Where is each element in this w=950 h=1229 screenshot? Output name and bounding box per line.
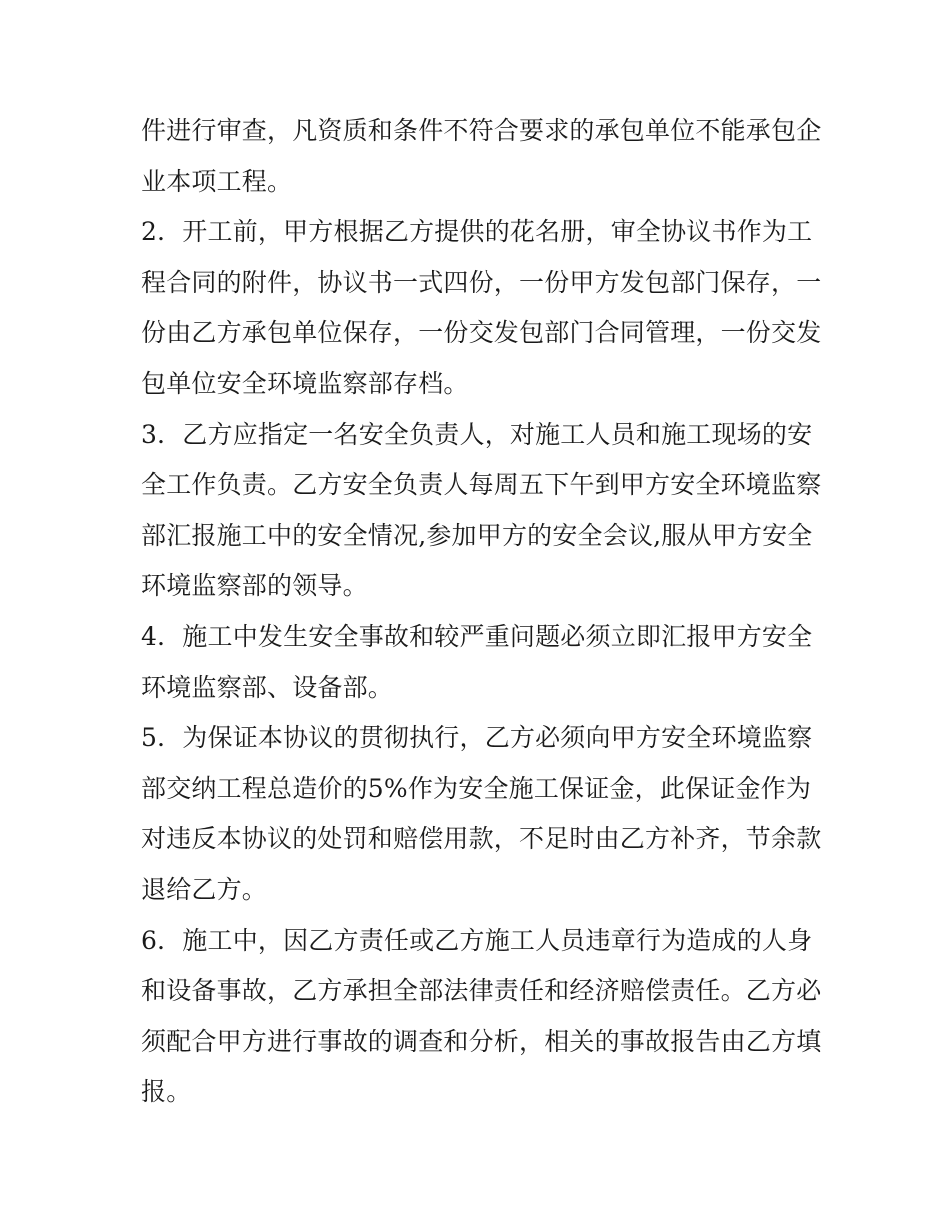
text-line: 份由乙方承包单位保存，一份交发包部门合同管理，一份交发 bbox=[141, 318, 822, 348]
text-line: 部交纳工程总造价的5%作为安全施工保证金，此保证金作为 bbox=[141, 773, 812, 803]
clause-6-line: 6．施工中，因乙方责任或乙方施工人员违章行为造成的人身 bbox=[141, 925, 813, 955]
clause-4-line: 4．施工中发生安全事故和较严重问题必须立即汇报甲方安全 bbox=[141, 621, 813, 651]
text-line: 对违反本协议的处罚和赔偿用款，不足时由乙方补齐，节余款 bbox=[141, 824, 822, 854]
text-line: 环境监察部的领导。 bbox=[141, 571, 368, 601]
text-line: 环境监察部、设备部。 bbox=[141, 672, 394, 702]
clause-5-line: 5．为保证本协议的贯彻执行，乙方必须向甲方安全环境监察 bbox=[141, 723, 813, 753]
clause-3-line: 3．乙方应指定一名安全负责人，对施工人员和施工现场的安 bbox=[141, 419, 813, 449]
document-body bbox=[141, 106, 821, 1118]
text-line: 全工作负责。乙方安全负责人每周五下午到甲方安全环境监察 bbox=[141, 470, 822, 500]
clause-2-line: 2．开工前，甲方根据乙方提供的花名册，审全协议书作为工 bbox=[141, 217, 813, 247]
text-line: 程合同的附件，协议书一式四份，一份甲方发包部门保存，一 bbox=[141, 267, 822, 297]
text-line: 包单位安全环境监察部存档。 bbox=[141, 368, 469, 398]
text-line: 退给乙方。 bbox=[141, 874, 268, 904]
text-line: 部汇报施工中的安全情况,参加甲方的安全会议,服从甲方安全 bbox=[141, 520, 813, 550]
text-line: 和设备事故，乙方承担全部法律责任和经济赔偿责任。乙方必 bbox=[141, 976, 822, 1006]
text-line: 报。 bbox=[141, 1077, 192, 1107]
text-line: 件进行审查，凡资质和条件不符合要求的承包单位不能承包企 bbox=[141, 116, 822, 145]
text-line: 业本项工程。 bbox=[141, 166, 293, 196]
text-line: 须配合甲方进行事故的调查和分析，相关的事故报告由乙方填 bbox=[141, 1026, 822, 1056]
